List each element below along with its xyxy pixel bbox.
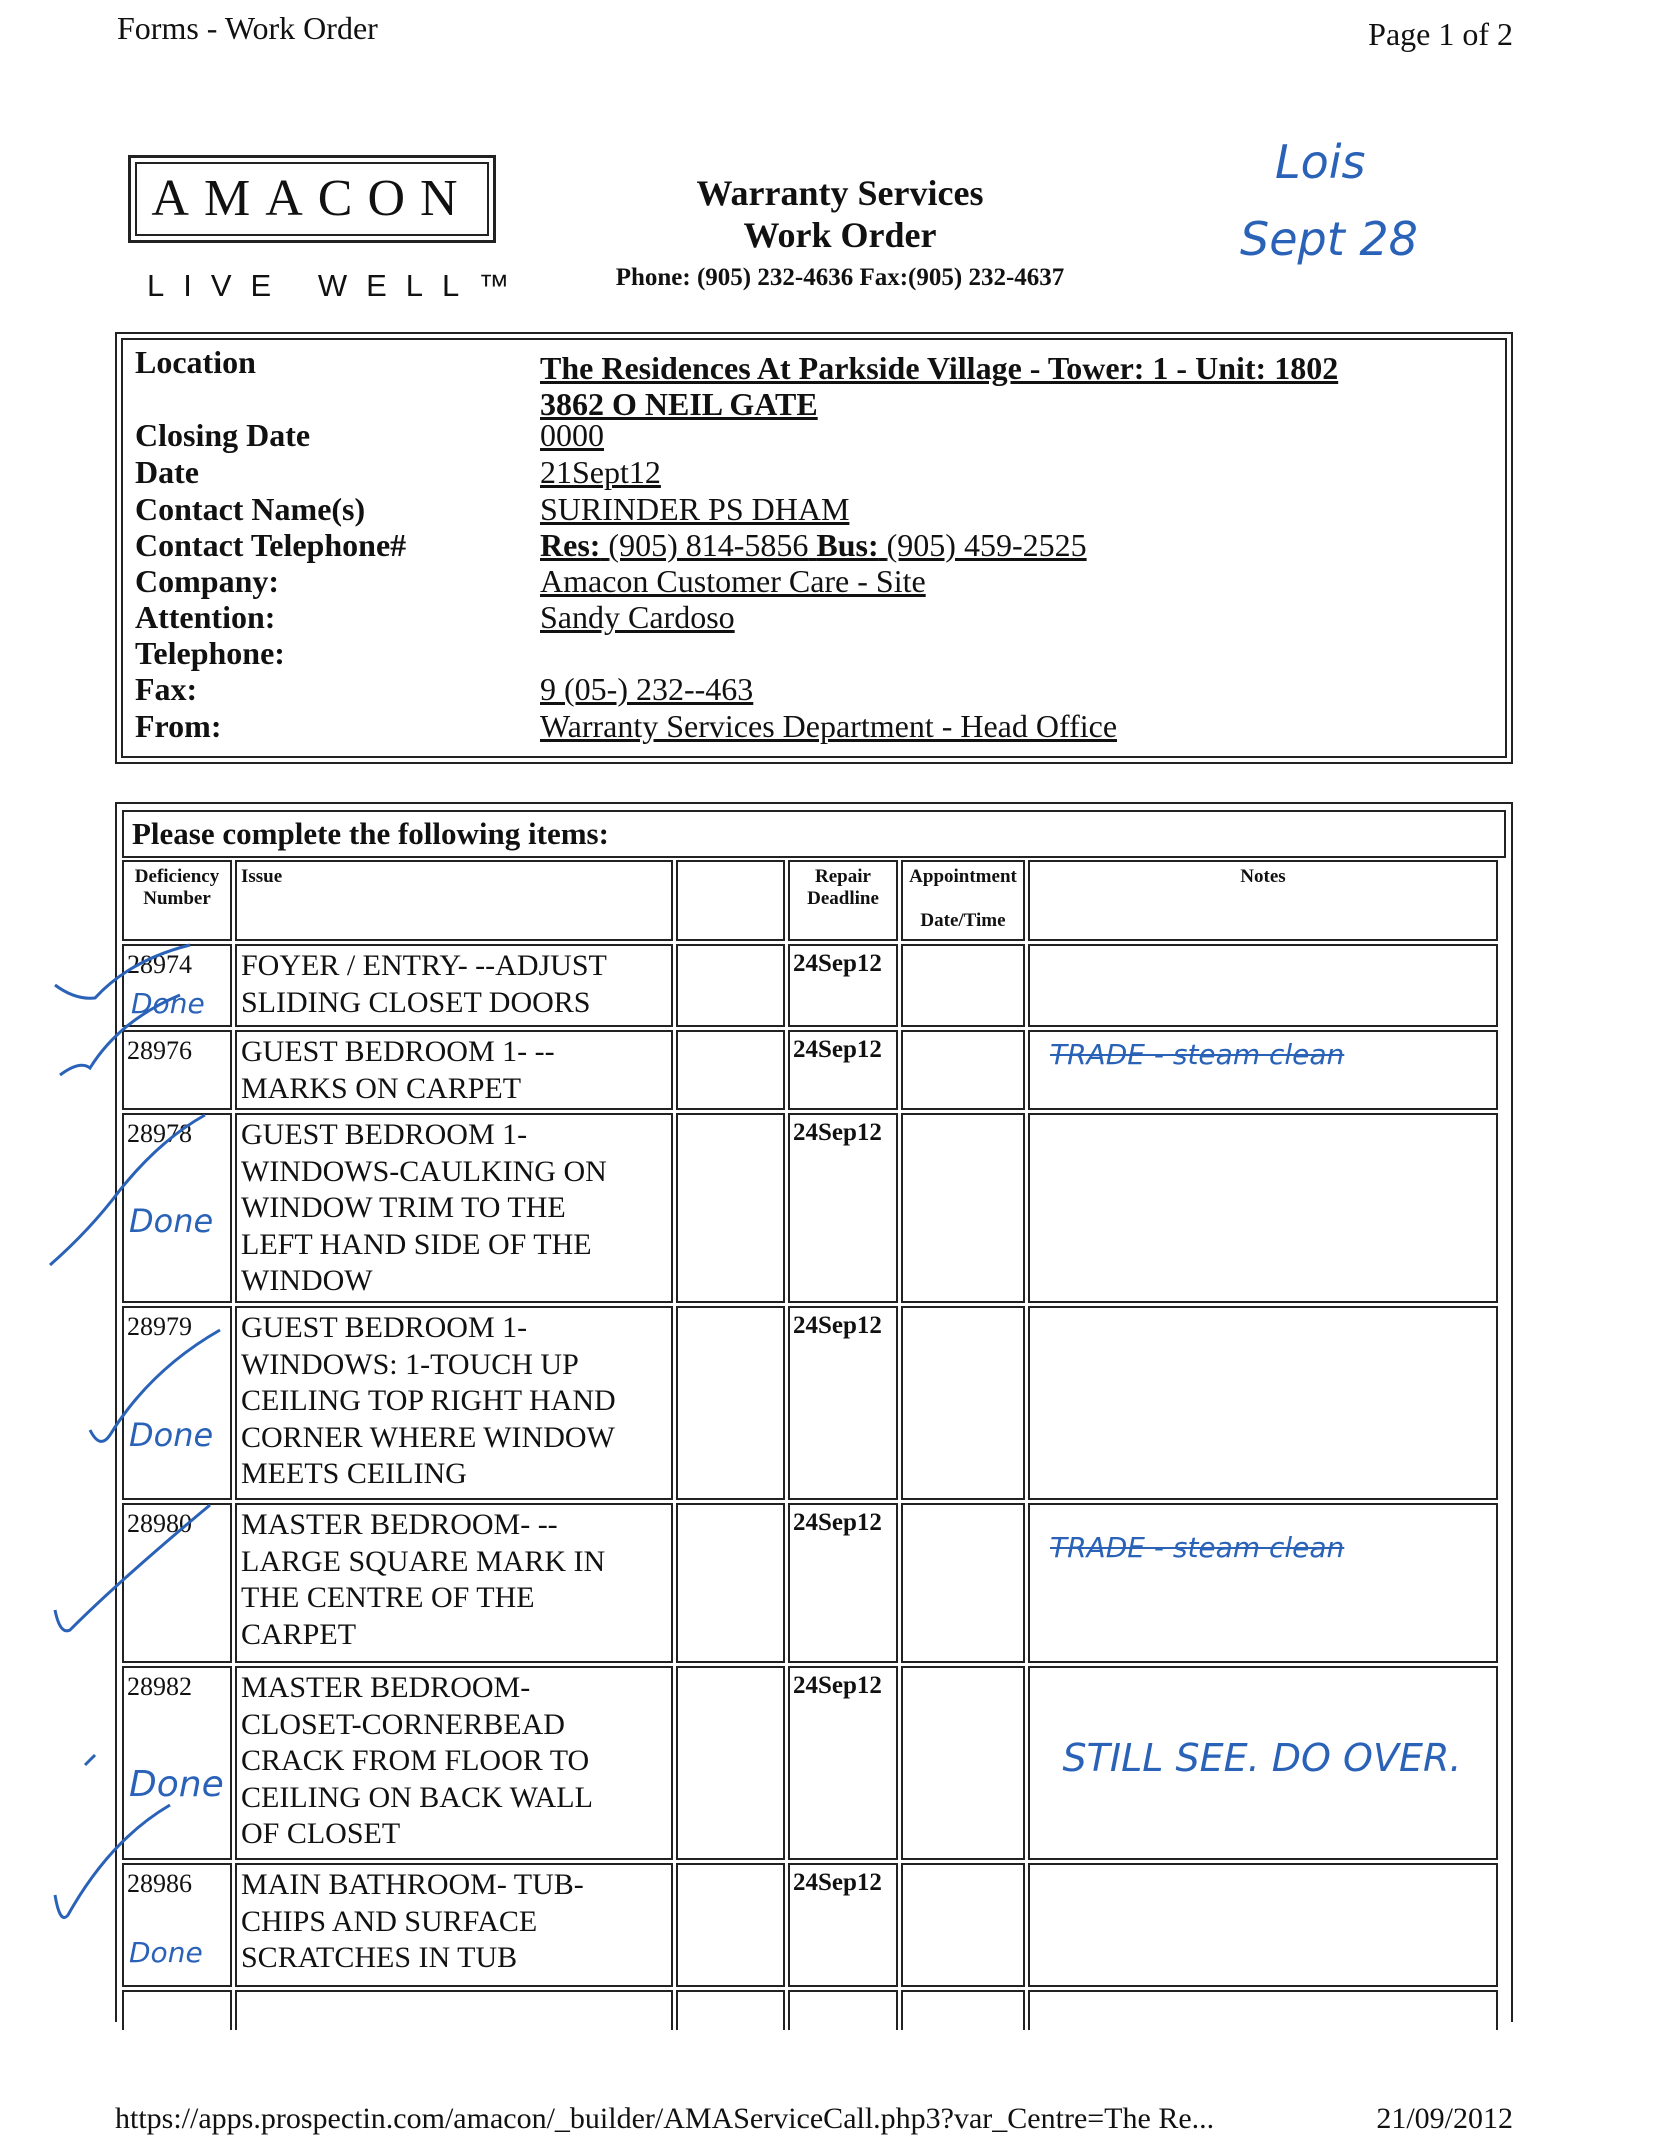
row7-deadline: 24Sep12 xyxy=(788,1863,898,1987)
header-title-line1: Warranty Services xyxy=(696,173,984,213)
row3-notes xyxy=(1028,1113,1498,1303)
logo-tagline: LIVE WELL™ xyxy=(147,268,529,303)
check-mark-icon xyxy=(55,1505,210,1631)
handwritten-name: Lois xyxy=(1275,135,1366,189)
row2-issue: GUEST BEDROOM 1- -- MARKS ON CARPET xyxy=(235,1030,673,1110)
pen-check-marks xyxy=(40,940,260,1980)
row3-appointment xyxy=(901,1113,1025,1303)
row7-notes xyxy=(1028,1863,1498,1987)
row8-appointment-partial xyxy=(901,1990,1025,2030)
row8-deadline-partial xyxy=(788,1990,898,2030)
info-panel xyxy=(115,332,1513,764)
row5-struck-note: TRADE - steam clean xyxy=(1050,1531,1345,1564)
row6-handwritten-note: STILL SEE. DO OVER. xyxy=(1062,1736,1462,1780)
row6-done-mark: Done xyxy=(129,1764,224,1805)
row7-blank xyxy=(676,1863,785,1987)
date-label: Date xyxy=(135,454,199,490)
header-issue: Issue xyxy=(235,860,673,941)
contact-telephone-value xyxy=(540,527,1087,564)
items-table xyxy=(115,802,1513,2022)
row6-issue: MASTER BEDROOM- CLOSET-CORNERBEAD CRACK FROM FLOOR TO CEILING ON BACK WALL OF CLOSET xyxy=(235,1666,673,1860)
row2-appointment xyxy=(901,1030,1025,1110)
res-label: Res: xyxy=(540,527,601,563)
fax-label: Fax: xyxy=(135,671,198,707)
row4-notes xyxy=(1028,1306,1498,1500)
row2-number: 28976 xyxy=(122,1030,232,1110)
row7-done-mark: Done xyxy=(129,1936,203,1969)
check-mark-icon xyxy=(55,945,190,998)
location-value-line1: The Residences At Parkside Village - Tower: 1 - Unit: 1802 xyxy=(540,350,1339,386)
row5-notes xyxy=(1028,1503,1498,1663)
row7-issue: MAIN BATHROOM- TUB- CHIPS AND SURFACE SCRATCHES IN TUB xyxy=(235,1863,673,1987)
header-date-time: Date/Time xyxy=(920,910,1006,931)
row8-number-partial xyxy=(122,1990,232,2030)
check-mark-icon xyxy=(60,995,180,1075)
items-title: Please complete the following items: xyxy=(132,816,609,851)
check-mark-icon xyxy=(55,1805,170,1918)
row5-appointment xyxy=(901,1503,1025,1663)
row2-blank xyxy=(676,1030,785,1110)
bus-value: (905) 459-2525 xyxy=(886,527,1087,563)
form-title: Forms - Work Order xyxy=(117,10,378,46)
row5-issue: MASTER BEDROOM- -- LARGE SQUARE MARK IN THE CENTRE OF THE CARPET xyxy=(235,1503,673,1663)
row4-issue: GUEST BEDROOM 1- WINDOWS: 1-TOUCH UP CEILING TOP RIGHT HAND CORNER WHERE WINDOW MEETS CEILING xyxy=(235,1306,673,1500)
row7-number: 28986 xyxy=(122,1863,232,1987)
row6-number: 28982 xyxy=(122,1666,232,1860)
header-appointment-label: Appointment xyxy=(909,866,1017,887)
row3-number: 28978 xyxy=(122,1113,232,1303)
row1-number: 28974 xyxy=(122,944,232,1027)
from-label: From: xyxy=(135,708,222,744)
contact-names-label: Contact Name(s) xyxy=(135,491,366,527)
header-phone-fax: Phone: (905) 232-4636 Fax:(905) 232-4637 xyxy=(615,264,1065,291)
closing-date-value: 0000 xyxy=(540,417,604,453)
attention-value: Sandy Cardoso xyxy=(540,599,735,635)
page-indicator: Page 1 of 2 xyxy=(1368,16,1513,52)
row5-blank xyxy=(676,1503,785,1663)
row8-notes-partial xyxy=(1028,1990,1498,2030)
res-value: (905) 814-5856 xyxy=(608,527,809,563)
items-title-box xyxy=(122,810,1506,858)
row6-appointment xyxy=(901,1666,1025,1860)
header-blank xyxy=(676,860,785,941)
row1-notes xyxy=(1028,944,1498,1027)
footer-date: 21/09/2012 xyxy=(1376,2102,1513,2135)
row5-number: 28980 xyxy=(122,1503,232,1663)
fax-value: 9 (05-) 232--463 xyxy=(540,671,754,707)
header-appointment xyxy=(901,860,1025,941)
row1-blank xyxy=(676,944,785,1027)
company-logo xyxy=(128,155,496,243)
company-label: Company: xyxy=(135,563,280,599)
row8-blank-partial xyxy=(676,1990,785,2030)
row4-number: 28979 xyxy=(122,1306,232,1500)
logo-name: AMACON xyxy=(151,170,473,227)
location-value-line2: 3862 O NEIL GATE xyxy=(540,386,818,422)
attention-label: Attention: xyxy=(135,599,276,635)
check-mark-icon xyxy=(50,1115,205,1265)
company-value: Amacon Customer Care - Site xyxy=(540,563,926,599)
row6-deadline: 24Sep12 xyxy=(788,1666,898,1860)
row1-done-mark: Done xyxy=(131,987,205,1020)
telephone-label: Telephone: xyxy=(135,635,285,671)
handwritten-date: Sept 28 xyxy=(1240,212,1418,266)
bus-label: Bus: xyxy=(816,527,879,563)
row1-deadline: 24Sep12 xyxy=(788,944,898,1027)
row4-blank xyxy=(676,1306,785,1500)
header-deficiency-number: Deficiency Number xyxy=(122,860,232,941)
closing-date-label: Closing Date xyxy=(135,417,311,453)
document-header xyxy=(540,172,1140,292)
row3-blank xyxy=(676,1113,785,1303)
row2-deadline: 24Sep12 xyxy=(788,1030,898,1110)
row3-done-mark: Done xyxy=(129,1202,214,1240)
contact-telephone-label: Contact Telephone# xyxy=(135,527,407,563)
row3-issue: GUEST BEDROOM 1- WINDOWS-CAULKING ON WINDOW TRIM TO THE LEFT HAND SIDE OF THE WINDOW xyxy=(235,1113,673,1303)
check-mark-icon xyxy=(90,1330,220,1441)
row8-issue-partial xyxy=(235,1990,673,2030)
row4-done-mark: Done xyxy=(129,1416,214,1454)
row4-deadline: 24Sep12 xyxy=(788,1306,898,1500)
header-title-line2: Work Order xyxy=(743,215,937,255)
row2-struck-note: TRADE - steam clean xyxy=(1050,1038,1345,1071)
date-value: 21Sept12 xyxy=(540,454,661,490)
location-label: Location xyxy=(135,344,256,380)
contact-names-value: SURINDER PS DHAM xyxy=(540,491,850,527)
row3-deadline: 24Sep12 xyxy=(788,1113,898,1303)
tick-icon xyxy=(85,1755,95,1765)
header-repair-deadline: Repair Deadline xyxy=(788,860,898,941)
row6-blank xyxy=(676,1666,785,1860)
row5-deadline: 24Sep12 xyxy=(788,1503,898,1663)
from-value: Warranty Services Department - Head Office xyxy=(540,708,1118,744)
row1-appointment xyxy=(901,944,1025,1027)
row1-issue: FOYER / ENTRY- --ADJUST SLIDING CLOSET DOORS xyxy=(235,944,673,1027)
header-notes: Notes xyxy=(1028,860,1498,941)
footer-url: https://apps.prospectin.com/amacon/_builder/AMAServiceCall.php3?var_Centre=The Re... xyxy=(115,2102,1215,2135)
row7-appointment xyxy=(901,1863,1025,1987)
row4-appointment xyxy=(901,1306,1025,1500)
